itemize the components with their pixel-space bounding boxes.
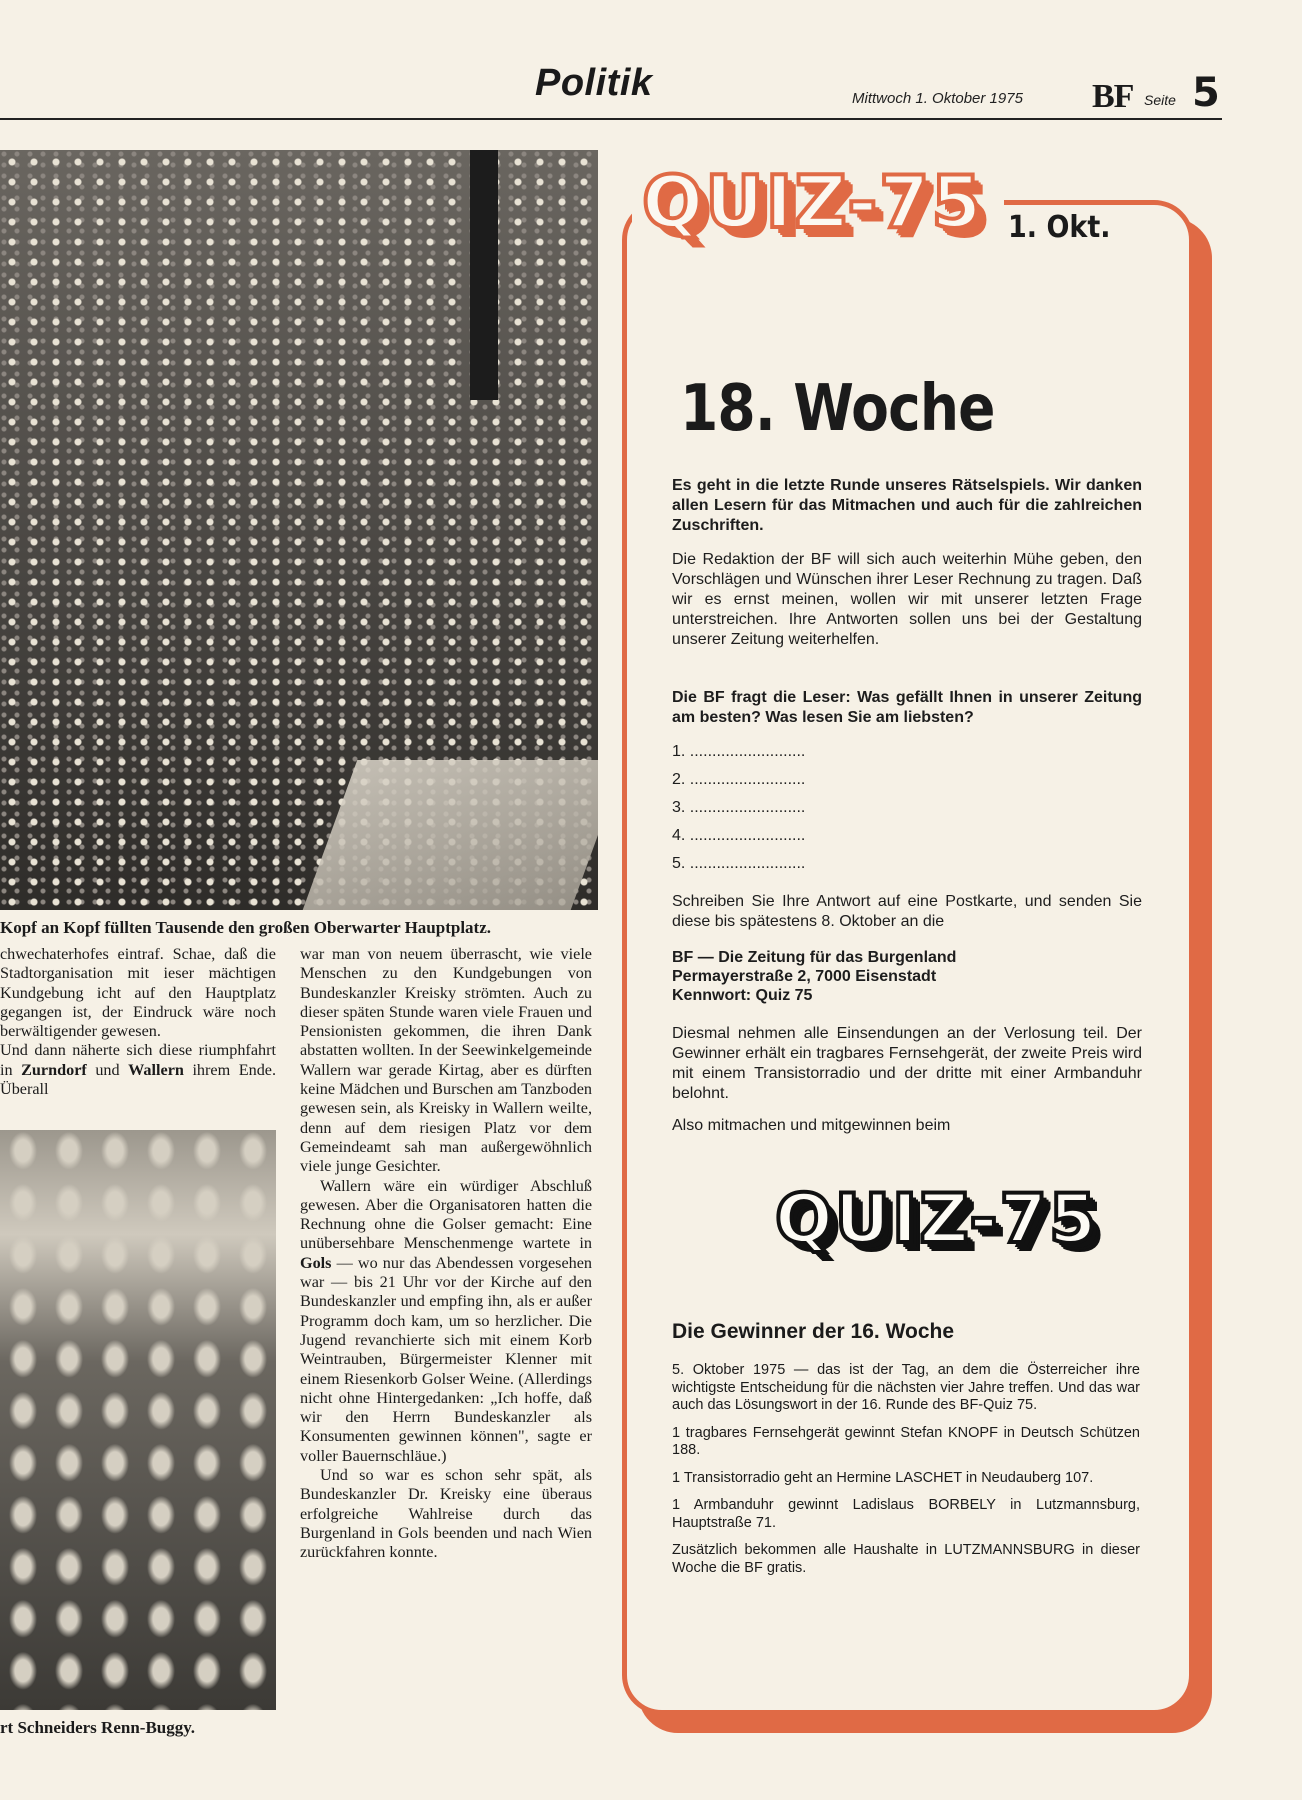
winners-paragraph: 5. Oktober 1975 — das ist der Tag, an dem die Österreicher ihre wichtigste Entscheidung für die nächsten vier Jahre treffen. Und das war auch das Lösungswort in der 16. Runde des BF-Quiz 75. bbox=[672, 1362, 1140, 1413]
quiz-body: Die Redaktion der BF will sich auch weiterhin Mühe geben, den Vorschlägen und Wünschen ihrer Leser Rechnung zu tragen. Daß wir es ernst meinen, wollen wir mit unserer letzten Frage unterstreichen. Ihre Antworten sollen uns bei der Gestaltung unserer Zeitung weiterhelfen. bbox=[672, 551, 1142, 648]
article-column-1 bbox=[0, 945, 276, 1099]
buggy-photo bbox=[0, 1130, 276, 1710]
quiz-week-title: 18. Woche bbox=[680, 372, 995, 446]
article-paragraph bbox=[0, 1041, 276, 1099]
winners-paragraph: 1 Transistorradio geht an Hermine LASCHET in Neudauberg 107. bbox=[672, 1469, 1094, 1486]
newspaper-logo: BF bbox=[1092, 78, 1134, 115]
place-name: Zurndorf bbox=[21, 1060, 87, 1079]
article-paragraph bbox=[300, 1177, 592, 1466]
crowd-photo bbox=[0, 150, 598, 910]
answer-line-1: 1. .......................... bbox=[672, 743, 806, 760]
quiz-date: 1. Okt. bbox=[1008, 210, 1111, 245]
photo-stage bbox=[303, 760, 598, 910]
article-text: — wo nur das Abendessen vorgesehen war — bis 21 Uhr vor der Kirche auf den Bundeskanzler und empfing ihn, als er außer Programm doch kam, um so herzlicher. Die Jugend revanchierte sich mit einem Korb Weintrauben, Bürgermeister Klenner mit einem Riesenkorb Golser Weine. (Allerdings nicht ohne Hintergedanken: „Ich hoffe, daß wir den Herrn Bundeskanzler als Konsumenten gewinnen können", sagte er voller Bauernschläue.) bbox=[300, 1253, 593, 1465]
address-line: Permayerstraße 2, 7000 Eisenstadt bbox=[672, 968, 937, 985]
answer-line-4: 4. .......................... bbox=[672, 827, 806, 844]
quiz-intro: Es geht in die letzte Runde unseres Rätselspiels. Wir danken allen Lesern für das Mitmachen und auch für die zahlreichen Zuschriften. bbox=[672, 477, 1142, 534]
winners-paragraph: 1 Armbanduhr gewinnt Ladislaus BORBELY in Lutzmannsburg, Hauptstraße 71. bbox=[672, 1497, 1140, 1531]
place-name: Wallern bbox=[128, 1060, 184, 1079]
section-title: Politik bbox=[535, 62, 653, 104]
page-label: Seite bbox=[1144, 92, 1176, 108]
article-text: Und dann näherte sich diese riumphfahrt in bbox=[0, 1041, 276, 1079]
article-text: ihrem Ende. Überall bbox=[0, 1060, 277, 1099]
winners-list bbox=[672, 1362, 1140, 1587]
article-paragraph: Und so war es schon sehr spät, als Bundeskanzler Dr. Kreisky eine überaus erfolgreiche Wahlreise durch das Burgenland in Gols beenden und nach Wien zurückfahren konnte. bbox=[300, 1466, 592, 1562]
quiz-call-to-action: Also mitmachen und mitgewinnen beim bbox=[672, 1117, 951, 1134]
place-name: Gols bbox=[300, 1253, 332, 1272]
buggy-photo-caption: rt Schneiders Renn-Buggy. bbox=[0, 1718, 196, 1737]
quiz-question: Die BF fragt die Leser: Was gefällt Ihnen in unserer Zeitung am besten? Was lesen Sie am liebsten? bbox=[672, 689, 1142, 726]
article-column-2 bbox=[300, 945, 592, 1563]
answer-line-5: 5. .......................... bbox=[672, 855, 806, 872]
page-number: 5 bbox=[1192, 70, 1220, 116]
winners-paragraph: Zusätzlich bekommen alle Haushalte in LUTZMANNSBURG in dieser Woche die BF gratis. bbox=[672, 1542, 1140, 1576]
answer-line-3: 3. .......................... bbox=[672, 799, 806, 816]
winners-title: Die Gewinner der 16. Woche bbox=[672, 1320, 955, 1343]
winners-paragraph: 1 tragbares Fernsehgerät gewinnt Stefan KNOPF in Deutsch Schützen 188. bbox=[672, 1424, 1140, 1458]
address-line: Kennwort: Quiz 75 bbox=[672, 987, 813, 1004]
quiz-address bbox=[672, 948, 1142, 1005]
quiz-logo: QUIZ-75 bbox=[642, 160, 984, 244]
address-line: BF — Die Zeitung für das Burgenland bbox=[672, 949, 957, 966]
article-paragraph: war man von neuem überrascht, wie viele Menschen zu den Kundgebungen von Bundeskanzler Kreisky strömten. Auch zu dieser späten Stunde waren viele Frauen und Pensionisten gekommen, die ihren Dank abstatten wollten. In der Seewinkelgemeinde Wallern war gerade Kirtag, aber es dürften keine Mädchen und Burschen am Tanzboden gewesen sein, als Kreisky in Wallern weilte, denn auf dem riesigen Platz vor dem Gemeindeamt sah man außergewöhnlich viele junge Gesichter. bbox=[300, 945, 592, 1176]
article-paragraph: chwechaterhofes eintraf. Schae, daß die Stadtorganisation mit ieser mächtigen Kundgebung icht auf den Hauptplatz gegangen ist, der Eindruck wäre noch berwältigender gewesen. bbox=[0, 945, 276, 1041]
quiz-logo-secondary: QUIZ-75 bbox=[775, 1180, 1099, 1259]
article-text: und bbox=[95, 1060, 120, 1079]
answer-line-2: 2. .......................... bbox=[672, 771, 806, 788]
quiz-raffle: Diesmal nehmen alle Einsendungen an der Verlosung teil. Der Gewinner erhält ein tragbares Fernsehgerät, der zweite Preis wird mit einem Transistorradio und der dritte mit einer Armbanduhr belohnt. bbox=[672, 1025, 1142, 1102]
issue-date: Mittwoch 1. Oktober 1975 bbox=[852, 90, 1023, 107]
header-rule bbox=[0, 118, 1222, 120]
quiz-send-instructions: Schreiben Sie Ihre Antwort auf eine Postkarte, und senden Sie diese bis spätestens 8. Oktober an die bbox=[672, 893, 1142, 930]
answer-lines bbox=[672, 742, 932, 882]
crowd-photo-caption: Kopf an Kopf füllten Tausende den großen Oberwarter Hauptplatz. bbox=[0, 918, 492, 937]
article-text: Wallern wäre ein würdiger Abschluß gewesen. Aber die Organisatoren hatten die Rechnung ohne die Golser gemacht: Eine unübersehbare Menschenmenge wartete in bbox=[300, 1176, 592, 1253]
photo-flagpole bbox=[470, 150, 498, 400]
